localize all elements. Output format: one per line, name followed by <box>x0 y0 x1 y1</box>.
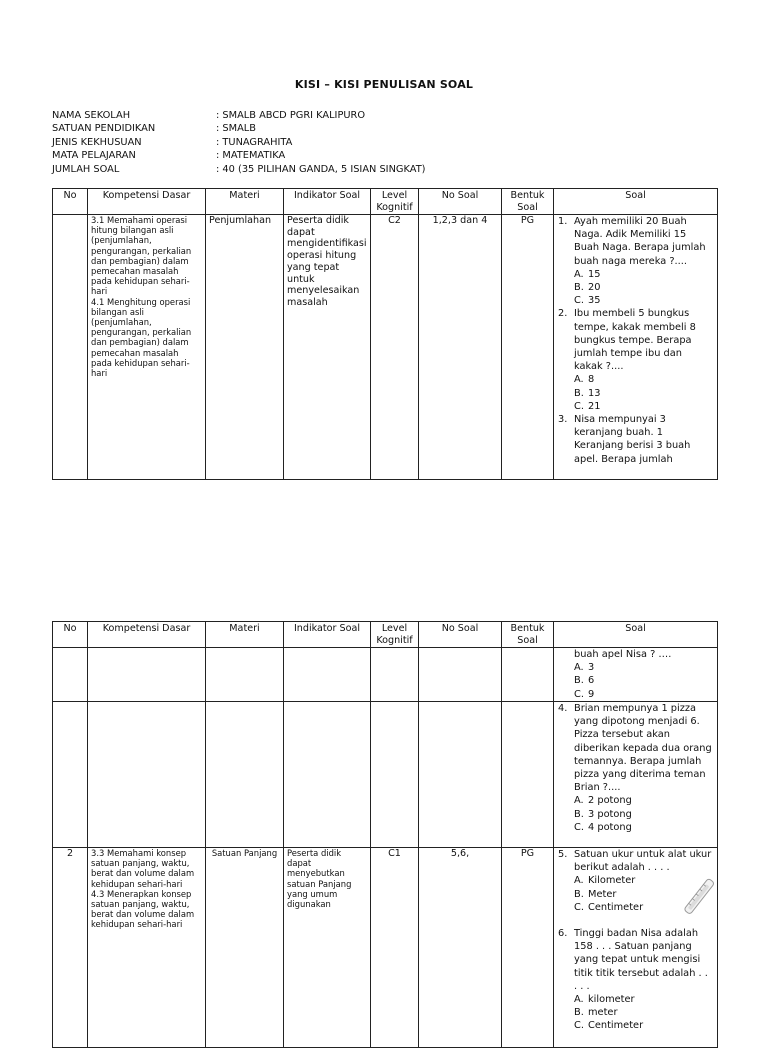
header-level-line1: Level <box>381 623 408 634</box>
option <box>558 688 713 701</box>
cell-indikator <box>284 702 371 848</box>
question-item <box>558 848 713 874</box>
cell-bentuk: PG <box>502 215 554 480</box>
option-letter: C. <box>574 295 584 307</box>
option <box>558 794 713 807</box>
option <box>558 387 713 400</box>
question-number: 1. <box>558 216 568 227</box>
cell-kompetensi-dasar <box>88 648 206 702</box>
question-number: 6. <box>558 928 568 940</box>
cell-materi: Penjumlahan <box>206 215 284 480</box>
option <box>558 661 713 674</box>
header-bentuk-line1: Bentuk <box>510 623 545 634</box>
header-indikator-soal: Indikator Soal <box>284 622 371 648</box>
option-text: Centimeter <box>588 1020 644 1032</box>
cell-kompetensi-dasar <box>88 702 206 848</box>
question-item <box>558 413 713 466</box>
question-item <box>558 307 713 373</box>
cell-level <box>371 702 419 848</box>
option-text: 8 <box>588 374 595 386</box>
info-label: JUMLAH SOAL <box>52 163 120 175</box>
option-text: 4 potong <box>588 821 632 833</box>
option-letter: A. <box>574 795 584 807</box>
info-value: : SMALB ABCD PGRI KALIPURO <box>216 110 366 121</box>
cell-no <box>53 215 88 480</box>
option <box>558 1006 713 1019</box>
option-text: 2 potong <box>588 795 632 807</box>
cell-indikator: Peserta didik dapat menyebutkan satuan Panjang yang umum digunakan <box>284 848 371 1048</box>
table-row <box>53 848 718 1048</box>
cell-soal <box>554 215 718 480</box>
info-label: MATA PELAJARAN <box>52 150 136 162</box>
cell-materi <box>206 702 284 848</box>
option-text: 9 <box>588 688 595 700</box>
option <box>558 901 713 914</box>
question-text: Tinggi badan Nisa adalah 158 . . . Satuan panjang yang tepat untuk mengisi titik titik tersebut adalah . . . . . <box>574 928 708 992</box>
header-kompetensi-dasar: Kompetensi Dasar <box>88 622 206 648</box>
info-value: : TUNAGRAHITA <box>216 136 293 148</box>
option <box>558 808 713 821</box>
info-row <box>52 163 426 176</box>
cell-soal <box>554 848 718 1048</box>
cell-indikator <box>284 648 371 702</box>
option <box>558 888 713 901</box>
option-letter: C. <box>574 901 584 913</box>
header-no: No <box>53 189 88 215</box>
table-header-row <box>53 622 718 648</box>
cell-kompetensi-dasar: 3.1 Memahami operasi hitung bilangan asli (penjumlahan, pengurangan, perkalian dan pembagian) dalam pemecahan masalah pada kehidupan sehari-hari 4.1 Menghitung operasi bilangan asli (penjumlahan, pengurangan, perkalian dan pembagian) dalam pemecahan masalah pada kehidupan sehari-hari <box>88 215 206 480</box>
document-title: KISI – KISI PENULISAN SOAL <box>294 78 474 91</box>
header-no-soal: No Soal <box>419 189 502 215</box>
question-text: Satuan ukur untuk alat ukur berikut adalah . . . . <box>574 849 712 874</box>
info-row <box>52 122 426 135</box>
header-soal: Soal <box>554 622 718 648</box>
cell-no-soal <box>419 702 502 848</box>
header-soal: Soal <box>554 189 718 215</box>
option <box>558 674 713 687</box>
option-letter: C. <box>574 1020 584 1032</box>
table-row <box>53 702 718 848</box>
option <box>558 821 713 834</box>
header-level-line2: Kognitif <box>376 634 413 646</box>
option <box>558 373 713 386</box>
info-label: SATUAN PENDIDIKAN <box>52 123 156 135</box>
option-letter: B. <box>574 282 584 294</box>
question-item <box>558 702 713 794</box>
option <box>558 281 713 294</box>
table-header-row <box>53 189 718 215</box>
cell-soal <box>554 648 718 702</box>
spacer <box>558 914 713 927</box>
info-value: : MATEMATIKA <box>216 150 286 162</box>
option-letter: A. <box>574 374 584 386</box>
option-letter: A. <box>574 268 584 280</box>
header-bentuk-line2: Soal <box>517 201 538 213</box>
cell-soal <box>554 702 718 848</box>
cell-no-soal <box>419 648 502 702</box>
question-number: 2. <box>558 308 568 320</box>
option-text: 3 <box>588 662 595 674</box>
cell-materi <box>206 648 284 702</box>
header-bentuk-line2: Soal <box>517 634 538 646</box>
option-text: 21 <box>588 400 601 412</box>
question-number: 3. <box>558 414 568 426</box>
cell-level: C1 <box>371 848 419 1048</box>
info-value: : SMALB <box>216 123 256 135</box>
header-indikator-soal: Indikator Soal <box>284 189 371 215</box>
option-text: 35 <box>588 295 601 307</box>
header-level-line2: Kognitif <box>376 201 413 213</box>
option-text: Kilometer <box>588 875 636 887</box>
option-text: meter <box>588 1007 618 1019</box>
header-materi: Materi <box>206 622 284 648</box>
option-text: 13 <box>588 387 601 399</box>
header-level-kognitif <box>371 189 419 215</box>
cell-bentuk <box>502 702 554 848</box>
option-text: 15 <box>588 268 601 280</box>
cell-no <box>53 702 88 848</box>
header-materi: Materi <box>206 189 284 215</box>
table-row <box>53 215 718 480</box>
option-letter: A. <box>574 994 584 1006</box>
school-info <box>52 109 426 176</box>
cell-no <box>53 648 88 702</box>
header-kompetensi-dasar: Kompetensi Dasar <box>88 189 206 215</box>
cell-level <box>371 648 419 702</box>
question-item <box>558 927 713 993</box>
cell-kompetensi-dasar: 3.3 Memahami konsep satuan panjang, waktu, berat dan volume dalam kehidupan sehari-hari 4.3 Menerapkan konsep satuan panjang, waktu, berat dan volume dalam kehidupan sehari-hari <box>88 848 206 1048</box>
option <box>558 400 713 413</box>
question-text: Brian mempunya 1 pizza yang dipotong menjadi 6. Pizza tersebut akan diberikan kepada dua orang temannya. Berapa jumlah pizza yang diterima teman Brian ?.... <box>574 703 712 794</box>
question-text: Nisa mempunyai 3 keranjang buah. 1 Keranjang berisi 3 buah apel. Berapa jumlah <box>574 414 691 465</box>
kisi-table-page-1 <box>52 188 718 480</box>
kisi-table-page-2 <box>52 621 718 1048</box>
option <box>558 993 713 1006</box>
option <box>558 294 713 307</box>
cell-no: 2 <box>53 848 88 1048</box>
option-text: 20 <box>588 282 601 294</box>
header-no-soal: No Soal <box>419 622 502 648</box>
option-letter: B. <box>574 675 584 687</box>
table-row <box>53 648 718 702</box>
option-letter: B. <box>574 808 584 820</box>
cell-no-soal: 5,6, <box>419 848 502 1048</box>
cell-bentuk <box>502 648 554 702</box>
header-level-kognitif <box>371 622 419 648</box>
cell-no-soal: 1,2,3 dan 4 <box>419 215 502 480</box>
question-text: Ayah memiliki 20 Buah Naga. Adik Memiliki 15 Buah Naga. Berapa jumlah buah naga mereka ?.... <box>574 216 706 267</box>
question-number: 4. <box>558 703 568 714</box>
cell-bentuk: PG <box>502 848 554 1048</box>
info-row <box>52 109 426 122</box>
option-letter: B. <box>574 1007 584 1019</box>
option-text: 6 <box>588 675 595 687</box>
option-letter: B. <box>574 387 584 399</box>
question-number: 5. <box>558 849 568 860</box>
cell-level: C2 <box>371 215 419 480</box>
info-value: : 40 (35 PILIHAN GANDA, 5 ISIAN SINGKAT) <box>216 163 426 175</box>
cell-indikator: Peserta didik dapat mengidentifikasi operasi hitung yang tepat untuk menyelesaikan masalah <box>284 215 371 480</box>
cell-materi: Satuan Panjang <box>206 848 284 1048</box>
header-bentuk-soal <box>502 622 554 648</box>
option-letter: C. <box>574 688 584 700</box>
info-label: NAMA SEKOLAH <box>52 110 131 121</box>
header-no: No <box>53 622 88 648</box>
question-item <box>558 215 713 268</box>
header-bentuk-line1: Bentuk <box>510 190 545 201</box>
option <box>558 874 713 887</box>
question-continuation: buah apel Nisa ? …. <box>574 649 672 660</box>
option-letter: A. <box>574 662 584 674</box>
option <box>558 1019 713 1032</box>
option-letter: B. <box>574 888 584 900</box>
info-row <box>52 136 426 149</box>
option-text: kilometer <box>588 994 635 1006</box>
option-letter: C. <box>574 821 584 833</box>
option-text: Meter <box>588 888 617 900</box>
header-level-line1: Level <box>381 190 408 201</box>
info-row <box>52 149 426 162</box>
option-text: 3 potong <box>588 808 632 820</box>
header-bentuk-soal <box>502 189 554 215</box>
option-letter: C. <box>574 400 584 412</box>
question-text: Ibu membeli 5 bungkus tempe, kakak membeli 8 bungkus tempe. Berapa jumlah tempe ibu dan kakak ?.... <box>574 308 696 373</box>
option <box>558 268 713 281</box>
option-letter: A. <box>574 875 584 887</box>
option-text: Centimeter <box>588 901 644 913</box>
info-label: JENIS KEKHUSUAN <box>52 136 142 148</box>
